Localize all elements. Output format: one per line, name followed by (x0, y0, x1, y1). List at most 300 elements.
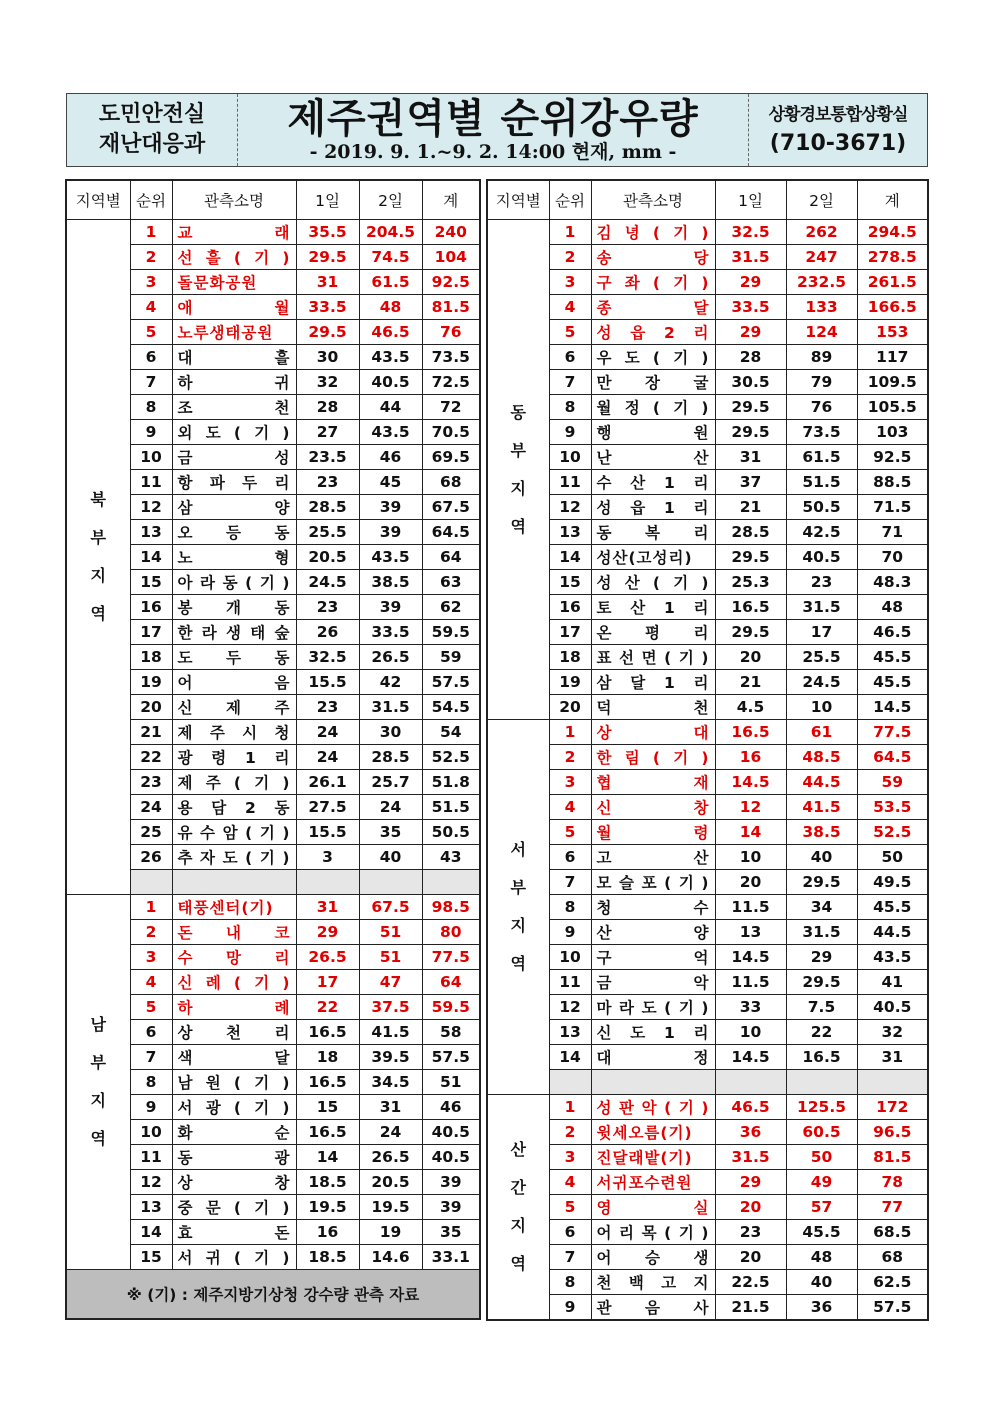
total-value: 81.5 (422, 295, 480, 320)
station-name: 성 읍 2 리 (591, 320, 715, 345)
station-name: 송 당 (591, 245, 715, 270)
rank-cell: 4 (549, 1170, 591, 1195)
rank-cell: 13 (130, 520, 172, 545)
day1-value: 14 (296, 1145, 359, 1170)
total-value: 43.5 (857, 945, 928, 970)
total-value: 67.5 (422, 495, 480, 520)
rank-cell: 1 (130, 220, 172, 245)
rank-cell: 20 (549, 695, 591, 720)
table-row (487, 770, 928, 795)
table-row (487, 670, 928, 695)
station-name: 색 달 (172, 1045, 296, 1070)
day2-value: 38.5 (359, 570, 422, 595)
day1-value: 24.5 (296, 570, 359, 595)
station-name: 영 실 (591, 1195, 715, 1220)
region-label (487, 220, 549, 720)
station-name: 남 원 ( 기 ) (172, 1070, 296, 1095)
station-name: 한 라 생 태 숲 (172, 620, 296, 645)
day2-value: 49 (786, 1170, 857, 1195)
day2-value: 23 (786, 570, 857, 595)
total-value: 64.5 (857, 745, 928, 770)
day2-value: 41.5 (786, 795, 857, 820)
region-label-char: 산 (510, 1140, 526, 1159)
day2-value: 44 (359, 395, 422, 420)
col-day1: 1일 (296, 180, 359, 220)
day2-value: 46.5 (359, 320, 422, 345)
rank-cell: 8 (130, 395, 172, 420)
table-row (487, 970, 928, 995)
rank-cell: 7 (549, 1245, 591, 1270)
day1-value: 19.5 (296, 1195, 359, 1220)
day2-value: 51.5 (786, 470, 857, 495)
phone-number: (710-3671) (769, 131, 907, 156)
day1-value: 32.5 (296, 645, 359, 670)
table-row (487, 820, 928, 845)
day2-value: 125.5 (786, 1095, 857, 1120)
day2-value: 31.5 (786, 920, 857, 945)
rank-cell: 1 (549, 1095, 591, 1120)
day2-value: 38.5 (786, 820, 857, 845)
col-station: 관측소명 (172, 180, 296, 220)
day2-value: 46 (359, 445, 422, 470)
table-row (66, 895, 480, 920)
day2-value: 133 (786, 295, 857, 320)
station-name: 행 원 (591, 420, 715, 445)
footnote: ※ (기) : 제주지방기상청 강수량 관측 자료 (66, 1270, 480, 1320)
station-name: 노루생태공원 (172, 320, 296, 345)
blank-cell (296, 870, 359, 895)
total-value: 31 (857, 1045, 928, 1070)
day1-value: 31.5 (715, 1145, 786, 1170)
day2-value: 34.5 (359, 1070, 422, 1095)
total-value: 54.5 (422, 695, 480, 720)
station-name: 중 문 ( 기 ) (172, 1195, 296, 1220)
rank-cell: 6 (549, 345, 591, 370)
total-value: 62 (422, 595, 480, 620)
day1-value: 20 (715, 1195, 786, 1220)
station-name: 상 대 (591, 720, 715, 745)
day2-value: 40 (786, 845, 857, 870)
region-label (487, 1095, 549, 1321)
day1-value: 23 (296, 695, 359, 720)
table-row (487, 1145, 928, 1170)
day1-value: 31 (296, 895, 359, 920)
total-value: 53.5 (857, 795, 928, 820)
day2-value: 204.5 (359, 220, 422, 245)
region-label-char: 부 (510, 440, 526, 460)
table-row (487, 520, 928, 545)
day1-value: 23 (296, 470, 359, 495)
total-value: 39 (422, 1170, 480, 1195)
station-name: 모 슬 포 ( 기 ) (591, 870, 715, 895)
rank-cell: 11 (549, 470, 591, 495)
station-name: 조 천 (172, 395, 296, 420)
table-row (487, 1120, 928, 1145)
station-name: 효 돈 (172, 1220, 296, 1245)
table-row (487, 945, 928, 970)
total-value: 46 (422, 1095, 480, 1120)
day1-value: 4.5 (715, 695, 786, 720)
table-row (487, 895, 928, 920)
rank-cell: 16 (549, 595, 591, 620)
station-name: 덕 천 (591, 695, 715, 720)
rank-cell: 23 (130, 770, 172, 795)
total-value: 92.5 (422, 270, 480, 295)
rank-cell: 26 (130, 845, 172, 870)
day2-value: 61.5 (786, 445, 857, 470)
total-value: 40.5 (422, 1145, 480, 1170)
rank-cell: 5 (130, 320, 172, 345)
total-value: 52.5 (422, 745, 480, 770)
day1-value: 11.5 (715, 895, 786, 920)
rank-cell: 15 (130, 1245, 172, 1270)
blank-cell (857, 1070, 928, 1095)
day1-value: 32 (296, 370, 359, 395)
table-row (487, 720, 928, 745)
report-title: 제주권역별 순위강우량 (287, 96, 699, 142)
day2-value: 124 (786, 320, 857, 345)
day2-value: 28.5 (359, 745, 422, 770)
region-label (487, 720, 549, 1095)
rank-cell: 6 (130, 345, 172, 370)
total-value: 50 (857, 845, 928, 870)
day2-value: 24 (359, 795, 422, 820)
day1-value: 28 (715, 345, 786, 370)
total-value: 68 (422, 470, 480, 495)
table-row (487, 370, 928, 395)
rank-cell: 12 (549, 495, 591, 520)
total-value: 88.5 (857, 470, 928, 495)
rank-cell: 10 (130, 445, 172, 470)
table-body-right (487, 220, 928, 1321)
day2-value: 43.5 (359, 345, 422, 370)
rainfall-table-right (486, 179, 929, 1321)
station-name: 광 령 1 리 (172, 745, 296, 770)
total-value: 44.5 (857, 920, 928, 945)
station-name: 삼 양 (172, 495, 296, 520)
day1-value: 17 (296, 970, 359, 995)
rank-cell: 21 (130, 720, 172, 745)
day2-value: 43.5 (359, 545, 422, 570)
region-label-char: 역 (510, 1254, 526, 1273)
day1-value: 18 (296, 1045, 359, 1070)
total-value: 48 (857, 595, 928, 620)
rank-cell: 4 (549, 295, 591, 320)
rank-cell: 7 (130, 370, 172, 395)
rank-cell: 4 (130, 295, 172, 320)
day2-value: 50 (786, 1145, 857, 1170)
day2-value: 60.5 (786, 1120, 857, 1145)
day2-value: 232.5 (786, 270, 857, 295)
day1-value: 29.5 (715, 420, 786, 445)
station-name: 산 양 (591, 920, 715, 945)
blank-cell (549, 1070, 591, 1095)
rank-cell: 9 (549, 420, 591, 445)
col-rank: 순위 (549, 180, 591, 220)
table-row (487, 345, 928, 370)
station-name: 금 악 (591, 970, 715, 995)
day2-value: 34 (786, 895, 857, 920)
day1-value: 25.5 (296, 520, 359, 545)
footnote-row (66, 1270, 480, 1320)
total-value: 117 (857, 345, 928, 370)
day2-value: 73.5 (786, 420, 857, 445)
station-name: 토 산 1 리 (591, 595, 715, 620)
station-name: 상 천 리 (172, 1020, 296, 1045)
day1-value: 29.5 (715, 620, 786, 645)
station-name: 화 순 (172, 1120, 296, 1145)
table-header-row (487, 180, 928, 220)
total-value: 40.5 (857, 995, 928, 1020)
day2-value: 40 (359, 845, 422, 870)
day1-value: 15.5 (296, 670, 359, 695)
day1-value: 15 (296, 1095, 359, 1120)
day2-value: 30 (359, 720, 422, 745)
rank-cell: 14 (130, 545, 172, 570)
rank-cell: 5 (130, 995, 172, 1020)
total-value: 63 (422, 570, 480, 595)
total-value: 64 (422, 545, 480, 570)
day2-value: 48 (786, 1245, 857, 1270)
col-region: 지역별 (487, 180, 549, 220)
day2-value: 7.5 (786, 995, 857, 1020)
total-value: 59.5 (422, 620, 480, 645)
rank-cell: 3 (130, 945, 172, 970)
day1-value: 21 (715, 670, 786, 695)
region-label-char: 동 (510, 402, 526, 422)
rank-cell: 2 (130, 245, 172, 270)
col-day2: 2일 (359, 180, 422, 220)
station-name: 제 주 ( 기 ) (172, 770, 296, 795)
day1-value: 21 (715, 495, 786, 520)
total-value: 62.5 (857, 1270, 928, 1295)
total-value: 72 (422, 395, 480, 420)
rank-cell: 8 (130, 1070, 172, 1095)
day1-value: 26 (296, 620, 359, 645)
day1-value: 26.1 (296, 770, 359, 795)
region-label-char: 남 (90, 1015, 106, 1034)
table-row (487, 245, 928, 270)
rank-cell: 24 (130, 795, 172, 820)
region-label-char: 지 (90, 566, 106, 585)
table-row (487, 270, 928, 295)
station-name: 윗세오름(기) (591, 1120, 715, 1145)
rank-cell: 5 (549, 820, 591, 845)
total-value: 51.8 (422, 770, 480, 795)
station-name: 도 두 동 (172, 645, 296, 670)
station-name: 오 등 동 (172, 520, 296, 545)
rank-cell: 2 (549, 1120, 591, 1145)
day2-value: 61.5 (359, 270, 422, 295)
rank-cell: 3 (130, 270, 172, 295)
total-value: 32 (857, 1020, 928, 1045)
rank-cell: 14 (549, 1045, 591, 1070)
day1-value: 14.5 (715, 945, 786, 970)
day2-value: 29.5 (786, 870, 857, 895)
day1-value: 27 (296, 420, 359, 445)
day1-value: 23 (715, 1220, 786, 1245)
region-label-char: 북 (90, 490, 106, 509)
station-name: 성 산 ( 기 ) (591, 570, 715, 595)
title-block (238, 94, 748, 166)
table-row (487, 870, 928, 895)
rank-cell: 10 (130, 1120, 172, 1145)
total-value: 58 (422, 1020, 480, 1045)
day2-value: 89 (786, 345, 857, 370)
day2-value: 29 (786, 945, 857, 970)
table-row (487, 745, 928, 770)
day1-value: 3 (296, 845, 359, 870)
table-row (487, 470, 928, 495)
total-value: 77.5 (857, 720, 928, 745)
day1-value: 33.5 (296, 295, 359, 320)
total-value: 78 (857, 1170, 928, 1195)
rank-cell: 8 (549, 1270, 591, 1295)
table-row (487, 995, 928, 1020)
table-row (487, 545, 928, 570)
station-name: 협 재 (591, 770, 715, 795)
table-row (487, 1020, 928, 1045)
day2-value: 25.5 (786, 645, 857, 670)
total-value: 96.5 (857, 1120, 928, 1145)
table-row (487, 1295, 928, 1321)
region-label-char: 지 (510, 478, 526, 498)
day2-value: 43.5 (359, 420, 422, 445)
station-name: 외 도 ( 기 ) (172, 420, 296, 445)
total-value: 33.1 (422, 1245, 480, 1270)
rank-cell: 5 (549, 320, 591, 345)
total-value: 278.5 (857, 245, 928, 270)
station-name: 신 도 1 리 (591, 1020, 715, 1045)
station-name: 돌문화공원 (172, 270, 296, 295)
day2-value: 48.5 (786, 745, 857, 770)
blank-cell (359, 870, 422, 895)
station-name: 표 선 면 ( 기 ) (591, 645, 715, 670)
day1-value: 23 (296, 595, 359, 620)
table-row (487, 1270, 928, 1295)
day2-value: 74.5 (359, 245, 422, 270)
day2-value: 42 (359, 670, 422, 695)
station-name: 대 정 (591, 1045, 715, 1070)
day1-value: 33 (715, 995, 786, 1020)
rank-cell: 13 (549, 1020, 591, 1045)
total-value: 59.5 (422, 995, 480, 1020)
day1-value: 20 (715, 870, 786, 895)
day2-value: 44.5 (786, 770, 857, 795)
total-value: 51.5 (422, 795, 480, 820)
day2-value: 19.5 (359, 1195, 422, 1220)
blank-cell (715, 1070, 786, 1095)
station-name: 용 담 2 동 (172, 795, 296, 820)
day2-value: 17 (786, 620, 857, 645)
day1-value: 11.5 (715, 970, 786, 995)
table-row (487, 645, 928, 670)
station-name: 천 백 고 지 (591, 1270, 715, 1295)
rank-cell: 2 (549, 745, 591, 770)
region-label-char: 서 (510, 840, 526, 859)
dept-line-1: 도민안전실 (98, 102, 206, 127)
total-value: 52.5 (857, 820, 928, 845)
region-label-char: 지 (510, 1216, 526, 1235)
total-value: 105.5 (857, 395, 928, 420)
day2-value: 29.5 (786, 970, 857, 995)
rank-cell: 13 (549, 520, 591, 545)
station-name: 항 파 두 리 (172, 470, 296, 495)
blank-cell (591, 1070, 715, 1095)
day1-value: 26.5 (296, 945, 359, 970)
rank-cell: 6 (549, 1220, 591, 1245)
table-row (487, 1195, 928, 1220)
day1-value: 13 (715, 920, 786, 945)
dept-line-2: 재난대응과 (98, 132, 206, 157)
total-value: 57.5 (422, 1045, 480, 1070)
day2-value: 57 (786, 1195, 857, 1220)
station-name: 만 장 굴 (591, 370, 715, 395)
total-value: 49.5 (857, 870, 928, 895)
station-name: 선 흘 ( 기 ) (172, 245, 296, 270)
day1-value: 16 (715, 745, 786, 770)
station-name: 청 수 (591, 895, 715, 920)
day1-value: 28.5 (296, 495, 359, 520)
total-value: 46.5 (857, 620, 928, 645)
total-value: 43 (422, 845, 480, 870)
region-label-char: 부 (90, 528, 106, 547)
station-name: 종 달 (591, 295, 715, 320)
station-name: 어 음 (172, 670, 296, 695)
station-name: 성 읍 1 리 (591, 495, 715, 520)
day2-value: 40.5 (359, 370, 422, 395)
region-label-char: 부 (90, 1053, 106, 1072)
station-name: 애 월 (172, 295, 296, 320)
day2-value: 76 (786, 395, 857, 420)
total-value: 81.5 (857, 1145, 928, 1170)
table-row (487, 1170, 928, 1195)
rank-cell: 20 (130, 695, 172, 720)
day1-value: 20 (715, 1245, 786, 1270)
org-name: 상황경보통합상황실 (768, 105, 908, 125)
table-row (487, 295, 928, 320)
station-name: 수 산 1 리 (591, 470, 715, 495)
total-value: 294.5 (857, 220, 928, 245)
rank-cell: 3 (549, 270, 591, 295)
day2-value: 35 (359, 820, 422, 845)
day2-value: 31.5 (359, 695, 422, 720)
col-total: 계 (857, 180, 928, 220)
rank-cell: 8 (549, 395, 591, 420)
day1-value: 16.5 (715, 720, 786, 745)
rank-cell: 12 (130, 495, 172, 520)
day1-value: 46.5 (715, 1095, 786, 1120)
blank-cell (172, 870, 296, 895)
day1-value: 22 (296, 995, 359, 1020)
day1-value: 29.5 (296, 245, 359, 270)
total-value: 48.3 (857, 570, 928, 595)
day2-value: 79 (786, 370, 857, 395)
col-day2: 2일 (786, 180, 857, 220)
total-value: 57.5 (422, 670, 480, 695)
rank-cell: 13 (130, 1195, 172, 1220)
station-name: 김 녕 ( 기 ) (591, 220, 715, 245)
rank-cell: 25 (130, 820, 172, 845)
day1-value: 30 (296, 345, 359, 370)
station-name: 제 주 시 청 (172, 720, 296, 745)
region-label-char: 간 (510, 1178, 526, 1197)
blank-row (487, 1070, 928, 1095)
day1-value: 35.5 (296, 220, 359, 245)
day2-value: 51 (359, 920, 422, 945)
table-header-row (66, 180, 480, 220)
station-name: 서 광 ( 기 ) (172, 1095, 296, 1120)
